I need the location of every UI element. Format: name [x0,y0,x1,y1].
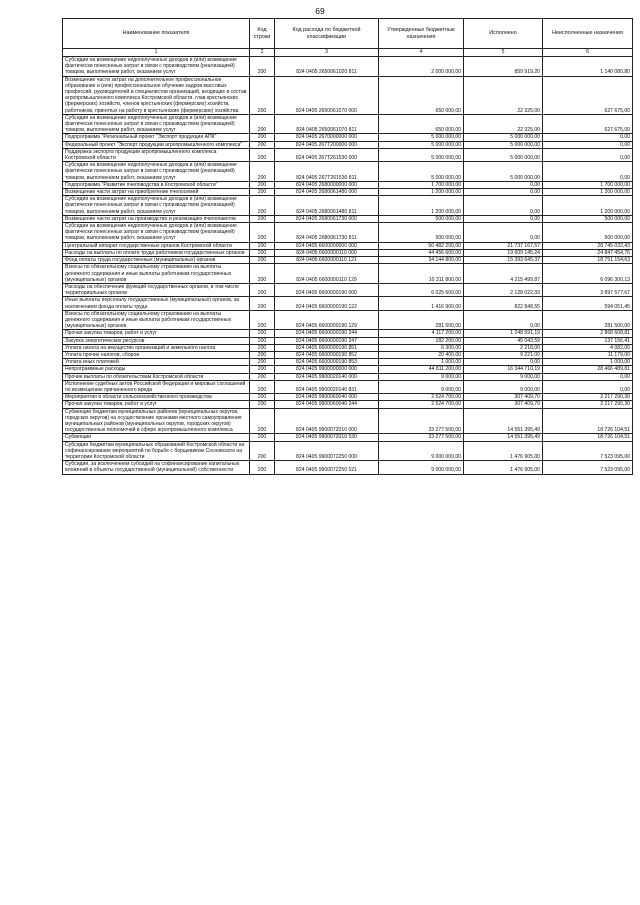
table-row [63,76,633,114]
table-header-row [63,19,633,49]
cell-executed: 307 409,70 [464,401,543,408]
table-row [63,330,633,337]
cell-name: Прочая закупка товаров, работ и услуг [63,401,250,408]
table-row [63,380,633,393]
cell-name: Уплата прочих налогов, сборов [63,351,250,358]
cell-approved: 281 500,00 [379,310,464,330]
cell-name: Возмещение части затрат на приобретение пчелосемей [63,189,250,196]
table-row [63,215,633,222]
cell-name: Уплата налога на имущество организаций и земельного налога [63,344,250,351]
cell-executed: 859 919,20 [464,57,543,77]
cell-budget-code: 824 0405 2650061020 811 [275,57,379,77]
cell-executed: 0,00 [464,196,543,216]
cell-unexecuted: 281 500,00 [543,310,633,330]
cell-budget-code: 824 0405 267T261530 000 [275,148,379,161]
cell-approved: 2 524 700,00 [379,394,464,401]
cell-line-code: 200 [250,401,275,408]
cell-unexecuted: 6 096 300,13 [543,264,633,284]
cell-executed: 1 248 591,19 [464,330,543,337]
cell-budget-code: 824 0405 9900072250 521 [275,461,379,474]
index-cell: 2 [250,49,275,57]
table-row [63,148,633,161]
cell-unexecuted: 1 200 000,00 [543,196,633,216]
cell-approved: 33 277 500,00 [379,408,464,434]
cell-budget-code: 824 0405 6600000110 129 [275,264,379,284]
cell-name: Взносы по обязательному социальному страхованию на выплаты денежного содержания и иные выплаты работникам государственных (муниципальных) органов [63,310,250,330]
table-row [63,401,633,408]
table-row [63,366,633,373]
table-row [63,134,633,141]
table-index-row [63,49,633,57]
cell-unexecuted: 0,00 [543,373,633,380]
cell-name: Субсидии, за исключением субсидий на софинансирование капитальных вложений в объекты государственной (муниципальной) собственности [63,461,250,474]
cell-name: Фонд оплаты труда государственных (муниципальных) органов [63,257,250,264]
cell-unexecuted: 7 523 095,00 [543,461,633,474]
cell-budget-code: 824 0405 2650061070 811 [275,114,379,134]
cell-name: Субсидии бюджетам муниципальных образований Костромской области на софинансирование мероприятий по борьбе с борщевиком Сосновского на территории Костромской области [63,441,250,461]
table-row [63,264,633,284]
cell-approved: 5 000 000,00 [379,148,464,161]
cell-approved: 650 000,00 [379,76,464,114]
cell-executed: 4 215 499,87 [464,264,543,284]
header-approved: Утвержденные бюджетные назначения [379,19,464,49]
table-row [63,359,633,366]
cell-line-code: 200 [250,351,275,358]
cell-name: Иные выплаты персоналу государственных (муниципальных) органов, за исключением фонда оплаты труда [63,297,250,310]
cell-line-code: 200 [250,441,275,461]
cell-budget-code: 824 0405 9900060040 000 [275,394,379,401]
cell-approved: 9 000 000,00 [379,441,464,461]
header-unexecuted: Неисполненные назначения [543,19,633,49]
table-row [63,57,633,77]
index-cell: 6 [543,49,633,57]
cell-line-code: 200 [250,434,275,441]
cell-line-code: 200 [250,76,275,114]
cell-name: Расходы на выплаты по оплате труда работников государственных органов [63,249,250,256]
table-row [63,141,633,148]
cell-name: Субвенции [63,434,250,441]
cell-unexecuted: 1 000,00 [543,359,633,366]
cell-budget-code: 824 0405 9900072010 000 [275,408,379,434]
cell-line-code: 200 [250,148,275,161]
table-row [63,249,633,256]
cell-line-code: 200 [250,330,275,337]
cell-budget-code: 824 0405 6600000190 851 [275,344,379,351]
cell-executed: 9 000,00 [464,380,543,393]
cell-line-code: 200 [250,189,275,196]
cell-line-code: 200 [250,380,275,393]
cell-name: Субвенции бюджетам муниципальных районов (муниципальных округов, городских округов) на осуществление органами местного самоуправления муниципальных районов (муниципальных округов, городских округов) государственных полномочий в сфере агропромышленного комплекса [63,408,250,434]
table-row [63,337,633,344]
cell-unexecuted: 0,00 [543,141,633,148]
cell-approved: 500 000,00 [379,215,464,222]
cell-executed: 14 551 395,49 [464,434,543,441]
table-row [63,373,633,380]
cell-line-code: 200 [250,408,275,434]
cell-name: Подпрограмма "Развитие пчеловодства в Костромской области" [63,181,250,188]
cell-unexecuted: 0,00 [543,162,633,182]
table-row [63,162,633,182]
cell-line-code: 200 [250,366,275,373]
cell-executed: 19 609 145,24 [464,249,543,256]
index-cell: 3 [275,49,379,57]
header-line-code: Код строки [250,19,275,49]
cell-unexecuted: 18 751 154,63 [543,257,633,264]
table-row [63,181,633,188]
cell-executed: 2 218,00 [464,344,543,351]
table-row [63,189,633,196]
cell-budget-code: 824 0405 6600000000 000 [275,242,379,249]
cell-executed: 1 476 905,00 [464,461,543,474]
cell-name: Возмещение части затрат на дополнительное профессиональное образование и (или) профессиональное обучение кадров массовых профессий, руководителей и специалистов организаций, входящих в состав агропромышленного комплекса Костромской области, глав крестьянских (фермерских) хозяйств, членов крестьянских (фермерских) хозяйств, работников, принятых на работу в крестьянские (фермерские) хозяйства [63,76,250,114]
cell-approved: 1 416 900,00 [379,297,464,310]
cell-line-code: 200 [250,141,275,148]
cell-line-code: 200 [250,215,275,222]
cell-budget-code: 824 0405 9900020140 000 [275,373,379,380]
cell-approved: 4 117 200,00 [379,330,464,337]
cell-name: Прочая закупка товаров, работ и услуг [63,330,250,337]
header-name: Наименование показателя [63,19,250,49]
cell-name: Закупка энергетических ресурсов [63,337,250,344]
table-row [63,461,633,474]
table-row [63,441,633,461]
cell-executed: 5 000 000,00 [464,134,543,141]
cell-line-code: 200 [250,249,275,256]
cell-executed: 9 000,00 [464,373,543,380]
table-row [63,310,633,330]
cell-approved: 2 000 000,00 [379,57,464,77]
cell-approved: 1 200 000,00 [379,189,464,196]
cell-unexecuted: 1 200 000,00 [543,189,633,196]
cell-line-code: 200 [250,223,275,243]
cell-name: Субсидии на возмещение недополученных доходов и (или) возмещение фактически понесенных затрат в связи с производством (реализацией) товаров, выполнением работ, оказанием услуг [63,57,250,77]
cell-executed: 9 221,00 [464,351,543,358]
cell-budget-code: 824 0405 9900020140 831 [275,380,379,393]
cell-unexecuted: 627 675,00 [543,76,633,114]
cell-line-code: 200 [250,394,275,401]
cell-budget-code: 824 0405 6600000190 853 [275,359,379,366]
cell-executed: 15 393 645,37 [464,257,543,264]
cell-name: Уплата иных платежей [63,359,250,366]
cell-approved: 5 000 000,00 [379,162,464,182]
cell-line-code: 200 [250,57,275,77]
cell-approved: 2 524 700,00 [379,401,464,408]
cell-budget-code: 824 0405 6600000190 129 [275,310,379,330]
cell-budget-code: 824 0405 2670000000 000 [275,134,379,141]
cell-approved: 33 277 500,00 [379,434,464,441]
cell-unexecuted: 7 523 095,00 [543,441,633,461]
cell-line-code: 200 [250,181,275,188]
cell-unexecuted: 2 217 290,30 [543,394,633,401]
cell-approved: 6 025 600,00 [379,283,464,296]
page-number: 69 [315,6,325,16]
cell-line-code: 200 [250,264,275,284]
cell-name: Прочие выплаты по обязательствам Костромской области [63,373,250,380]
cell-unexecuted: 11 179,00 [543,351,633,358]
cell-line-code: 200 [250,310,275,330]
cell-name: Непрограммные расходы [63,366,250,373]
cell-name: Федеральный проект "Экспорт продукции агропромышленного комплекса" [63,141,250,148]
header-executed: Исполнено [464,19,543,49]
cell-approved: 50 482 200,00 [379,242,464,249]
cell-name: Возмещение части затрат на производство и реализацию пчелопакетов [63,215,250,222]
cell-executed: 5 000 000,00 [464,162,543,182]
cell-unexecuted: 4 082,00 [543,344,633,351]
cell-budget-code: 824 0405 2680061730 000 [275,215,379,222]
table-row [63,351,633,358]
cell-approved: 20 400,00 [379,351,464,358]
cell-executed: 822 848,55 [464,297,543,310]
table-row [63,257,633,264]
cell-budget-code: 824 0405 6600000190 247 [275,337,379,344]
cell-approved: 44 811 200,00 [379,366,464,373]
cell-approved: 9 000,00 [379,373,464,380]
cell-budget-code: 824 0405 9900072010 530 [275,434,379,441]
table-row [63,114,633,134]
cell-approved: 34 144 800,00 [379,257,464,264]
cell-name: Субсидии на возмещение недополученных доходов и (или) возмещение фактически понесенных затрат в связи с производством (реализацией) товаров, выполнением работ, оказанием услуг [63,196,250,216]
cell-executed: 1 476 905,00 [464,441,543,461]
cell-executed: 21 737 167,57 [464,242,543,249]
cell-approved: 500 000,00 [379,223,464,243]
cell-line-code: 200 [250,373,275,380]
cell-line-code: 200 [250,283,275,296]
cell-budget-code: 824 0405 2680000000 000 [275,181,379,188]
cell-approved: 5 000 000,00 [379,134,464,141]
cell-approved: 9 000,00 [379,380,464,393]
cell-name: Мероприятия в области сельскохозяйственного производства [63,394,250,401]
cell-executed: 0,00 [464,223,543,243]
cell-executed: 2 128 022,33 [464,283,543,296]
cell-unexecuted: 18 726 104,51 [543,434,633,441]
index-cell: 5 [464,49,543,57]
cell-name: Исполнение судебных актов Российской Федерации и мировых соглашений по возмещению причиненного вреда [63,380,250,393]
cell-executed: 5 000 000,00 [464,141,543,148]
cell-approved: 6 300,00 [379,344,464,351]
cell-budget-code: 824 0405 267T200000 000 [275,141,379,148]
cell-line-code: 200 [250,337,275,344]
cell-unexecuted: 3 897 577,67 [543,283,633,296]
cell-unexecuted: 500 000,00 [543,215,633,222]
cell-approved: 5 000 000,00 [379,141,464,148]
cell-executed: 0,00 [464,359,543,366]
cell-budget-code: 824 0405 2680061480 000 [275,189,379,196]
table-row [63,223,633,243]
cell-executed: 14 551 395,49 [464,408,543,434]
cell-budget-code: 824 0405 6600000190 244 [275,330,379,337]
cell-line-code: 200 [250,114,275,134]
table-row [63,283,633,296]
cell-executed: 5 000 000,00 [464,148,543,161]
cell-budget-code: 824 0405 9900072250 000 [275,441,379,461]
cell-unexecuted: 627 675,00 [543,114,633,134]
cell-budget-code: 824 0405 6600000190 852 [275,351,379,358]
cell-unexecuted: 1 700 000,00 [543,181,633,188]
cell-approved: 1 200 000,00 [379,196,464,216]
cell-budget-code: 824 0405 2650061070 000 [275,76,379,114]
cell-unexecuted: 500 000,00 [543,223,633,243]
table-row [63,434,633,441]
cell-unexecuted: 0,00 [543,380,633,393]
cell-approved: 9 000 000,00 [379,461,464,474]
cell-unexecuted: 18 726 104,51 [543,408,633,434]
header-budget-code: Код расхода по бюджетной классификации [275,19,379,49]
cell-executed: 22 325,00 [464,114,543,134]
table-row [63,242,633,249]
table-row [63,344,633,351]
cell-budget-code: 824 0405 2680061730 811 [275,223,379,243]
cell-unexecuted: 137 156,41 [543,337,633,344]
cell-approved: 44 456 600,00 [379,249,464,256]
table-row [63,408,633,434]
cell-budget-code: 824 0405 6600000110 000 [275,249,379,256]
cell-approved: 650 000,00 [379,114,464,134]
cell-name: Подпрограмма "Региональный проект "Экспорт продукции АПК" [63,134,250,141]
table-row [63,394,633,401]
cell-line-code: 200 [250,134,275,141]
cell-executed: 0,00 [464,215,543,222]
cell-executed: 307 409,70 [464,394,543,401]
table-row [63,297,633,310]
cell-unexecuted: 0,00 [543,148,633,161]
cell-unexecuted: 2 217 290,30 [543,401,633,408]
cell-unexecuted: 1 140 080,80 [543,57,633,77]
cell-unexecuted: 594 051,45 [543,297,633,310]
cell-line-code: 200 [250,257,275,264]
cell-unexecuted: 24 847 454,76 [543,249,633,256]
cell-approved: 10 311 800,00 [379,264,464,284]
cell-name: Субсидии на возмещение недополученных доходов и (или) возмещение фактически понесенных затрат в связи с производством (реализацией) товаров, выполнением работ, оказанием услуг [63,114,250,134]
cell-line-code: 200 [250,162,275,182]
cell-approved: 1 000,00 [379,359,464,366]
cell-name: Субсидии на возмещение недополученных доходов и (или) возмещение фактически понесенных затрат в связи с производством (реализацией) товаров, выполнением работ, оказанием услуг [63,162,250,182]
cell-name: Расходы на обеспечение функций государственных органов, в том числе территориальных органов [63,283,250,296]
cell-executed: 22 325,00 [464,76,543,114]
cell-line-code: 200 [250,344,275,351]
budget-table [62,18,633,475]
cell-unexecuted: 28 745 032,43 [543,242,633,249]
cell-executed: 0,00 [464,310,543,330]
cell-budget-code: 824 0405 267T261530 811 [275,162,379,182]
index-cell: 4 [379,49,464,57]
cell-line-code: 200 [250,297,275,310]
cell-name: Субсидии на возмещение недополученных доходов и (или) возмещение фактически понесенных затрат в связи с производством (реализацией) товаров, выполнением работ, оказанием услуг [63,223,250,243]
cell-executed: 0,00 [464,189,543,196]
cell-name: Взносы по обязательному социальному страхованию на выплаты денежного содержания и иные выплаты работникам государственных (муниципальных) органов [63,264,250,284]
cell-line-code: 200 [250,242,275,249]
cell-executed: 16 344 710,19 [464,366,543,373]
table-body [63,57,633,475]
cell-unexecuted: 2 868 608,81 [543,330,633,337]
cell-unexecuted: 0,00 [543,134,633,141]
cell-budget-code: 824 0405 2680061480 811 [275,196,379,216]
cell-unexecuted: 28 466 489,81 [543,366,633,373]
cell-line-code: 200 [250,461,275,474]
cell-executed: 45 043,59 [464,337,543,344]
cell-name: Центральный аппарат государственных органов Костромской области [63,242,250,249]
cell-budget-code: 824 0405 9900000000 000 [275,366,379,373]
table-row [63,196,633,216]
cell-budget-code: 824 0405 9900060040 244 [275,401,379,408]
cell-approved: 182 200,00 [379,337,464,344]
cell-budget-code: 824 0405 6600000110 121 [275,257,379,264]
cell-line-code: 200 [250,196,275,216]
cell-approved: 1 700 000,00 [379,181,464,188]
cell-budget-code: 824 0405 6600000190 122 [275,297,379,310]
cell-name: Поддержка экспорта продукции агропромышленного комплекса Костромской области [63,148,250,161]
cell-budget-code: 824 0405 6600000190 000 [275,283,379,296]
cell-line-code: 200 [250,359,275,366]
cell-executed: 0,00 [464,181,543,188]
index-cell: 1 [63,49,250,57]
